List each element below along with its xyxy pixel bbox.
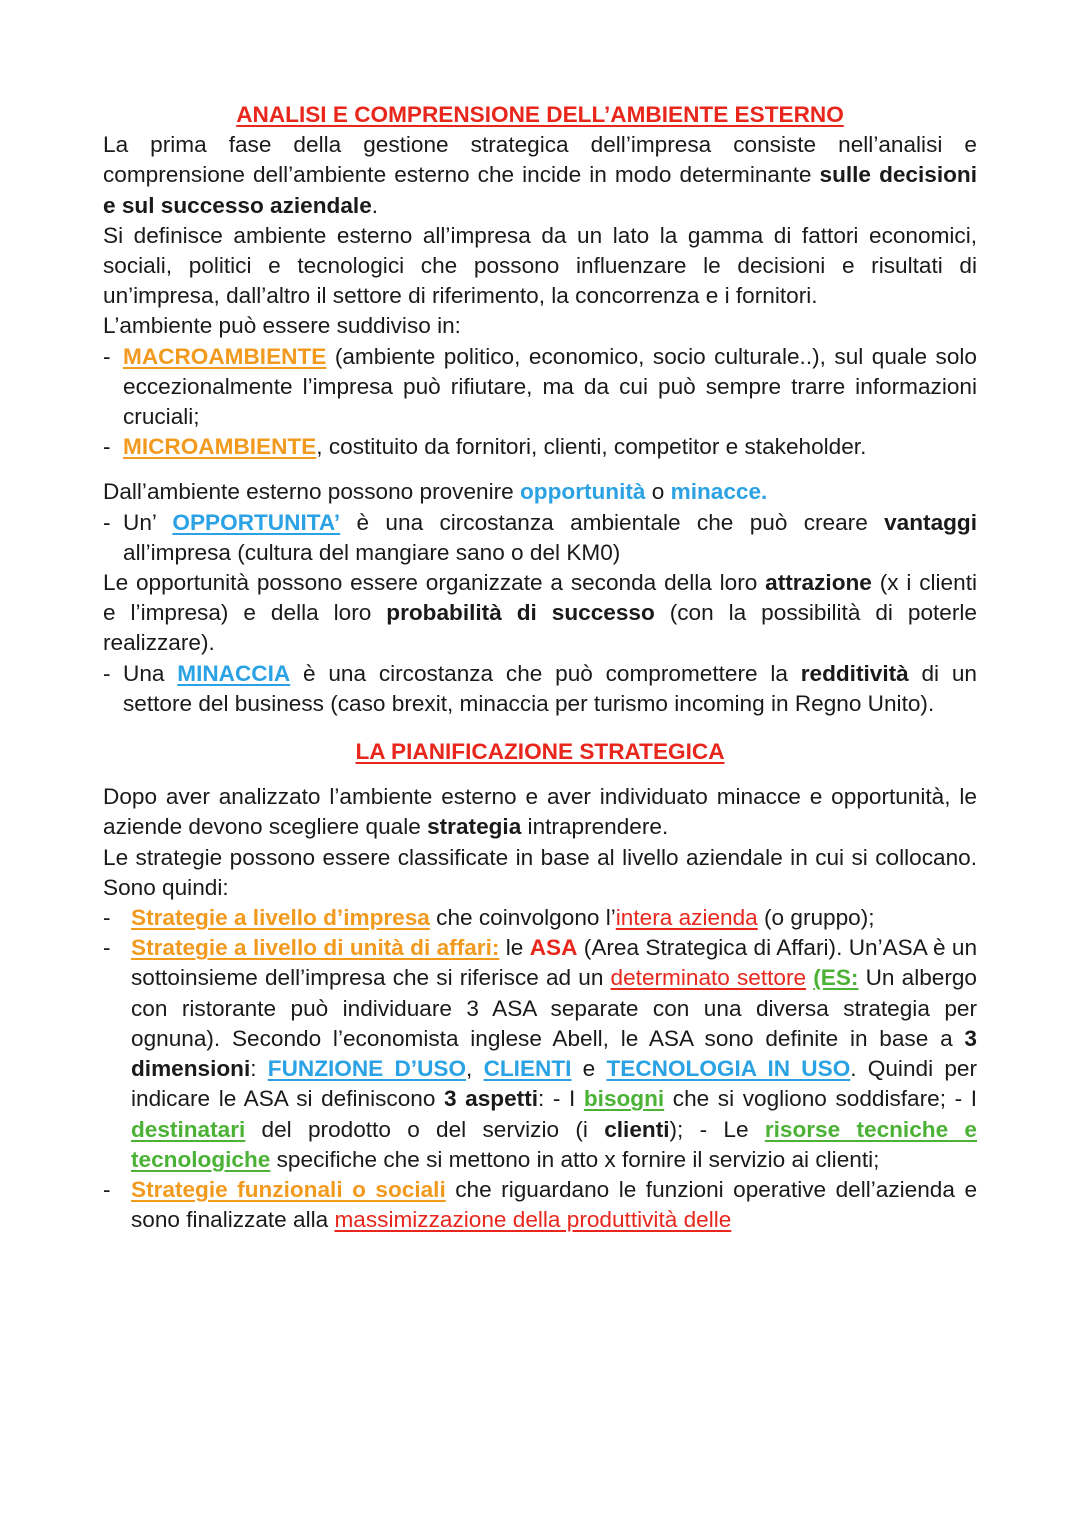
term-strategie-affari: Strategie a livello di unità di affari: [131, 935, 500, 961]
text: , costituito da fornitori, clienti, competitor e stakeholder. [316, 434, 867, 460]
text: , [466, 1056, 484, 1082]
bold-text: vantaggi [884, 509, 978, 535]
highlight-intera-azienda: intera azienda [615, 905, 758, 931]
text: è una circostanza che può compromettere la [290, 660, 801, 686]
text: (con la possibilità di poterle realizzare). [103, 600, 977, 656]
text: (o gruppo); [757, 905, 875, 931]
text: La prima fase della gestione strategica dell’impresa consiste nell’analisi e comprensione dell’ambiente esterno che incide in modo determinante [103, 132, 977, 188]
text: Dopo aver analizzato l’ambiente esterno e aver individuato minacce e opportunità, le aziende devono scegliere quale [103, 784, 977, 840]
text: di un settore del business (caso brexit, minaccia per turismo incoming in Regno Unito). [123, 660, 977, 716]
term-risorse-tecniche: risorse tecniche e tecnologiche [131, 1116, 977, 1172]
label-esempio: (ES: [813, 965, 859, 991]
text: Dall’ambiente esterno possono provenire [103, 479, 520, 505]
text: le [499, 935, 530, 961]
text: . [371, 192, 379, 218]
highlight-determinato-settore: determinato settore [610, 965, 807, 991]
bold-text: redditività [800, 660, 909, 686]
term-minaccia: MINACCIA [177, 660, 291, 686]
paragraph-strategia [103, 782, 977, 842]
bold-text: 3 dimensioni [131, 1025, 977, 1082]
term-minacce: minacce. [670, 479, 768, 505]
text: (x i clienti e l’impresa) e della loro [103, 570, 977, 626]
section-title-ambiente-esterno: ANALISI E COMPRENSIONE DELL’AMBIENTE ESTERNO [236, 102, 844, 127]
term-microambiente: MICROAMBIENTE [123, 434, 317, 460]
paragraph-intro [103, 130, 977, 221]
section-title-pianificazione: LA PIANIFICAZIONE STRATEGICA [355, 739, 725, 765]
list-item-opportunita [103, 508, 977, 568]
spacer [103, 719, 977, 737]
text: Le opportunità possono essere organizzate a seconda della loro [103, 570, 766, 596]
list-minaccia [103, 659, 977, 719]
text: . Quindi per indicare le ASA si definiscono [131, 1056, 977, 1112]
list-item-strategie-impresa [103, 903, 977, 933]
list-item-strategie-funzionali [103, 1175, 977, 1235]
text: all’impresa (cultura del mangiare sano o del KM0) [123, 539, 621, 565]
text: specifiche che si mettono in atto x fornire il servizio ai clienti; [270, 1146, 880, 1172]
term-tecnologia-in-uso: TECNOLOGIA IN USO [606, 1056, 851, 1082]
term-asa: ASA [529, 935, 578, 961]
paragraph-division: L’ambiente può essere suddiviso in: [103, 313, 461, 339]
bold-text: sulle decisioni e sul successo aziendale [103, 162, 977, 218]
term-clienti: CLIENTI [483, 1056, 572, 1082]
list-opportunita [103, 508, 977, 568]
text: Un’ [123, 509, 173, 535]
bold-text: probabilità di successo [386, 600, 655, 626]
highlight-massimizzazione: massimizzazione della produttività delle [334, 1207, 732, 1233]
paragraph-definition: Si definisce ambiente esterno all’impresa da un lato la gamma di fattori economici, sociali, politici e tecnologici che possono influenzare le decisioni e risultati di un’impresa, dall’altro il settore di riferimento, la concorrenza e i fornitori. [103, 222, 977, 309]
bold-text: strategia [427, 814, 522, 840]
spacer [103, 767, 977, 782]
term-bisogni: bisogni [583, 1086, 665, 1112]
text: e [571, 1056, 607, 1082]
paragraph-classificazione: Le strategie possono essere classificate in base al livello aziendale in cui si collocano. Sono quindi: [103, 844, 977, 900]
document-page [103, 100, 977, 1235]
text: ); - Le [669, 1116, 765, 1142]
term-strategie-impresa: Strategie a livello d’impresa [131, 905, 430, 931]
list-strategie [103, 903, 977, 1235]
term-destinatari: destinatari [131, 1116, 246, 1142]
list-item-microambiente [103, 432, 977, 462]
text: Una [123, 660, 178, 686]
list-item-macroambiente [103, 342, 977, 433]
term-funzione-uso: FUNZIONE D’USO [267, 1056, 467, 1082]
bold-text: 3 aspetti [444, 1086, 538, 1112]
list-item-strategie-affari [103, 933, 977, 1175]
text: : - I [538, 1086, 584, 1112]
text: intraprendere. [521, 814, 669, 840]
text: del prodotto o del servizio (i [245, 1116, 605, 1142]
spacer [103, 462, 977, 477]
list-item-minaccia [103, 659, 977, 719]
text: è una circostanza ambientale che può creare [340, 509, 885, 535]
term-opportunita-caps: OPPORTUNITA’ [172, 509, 341, 535]
bold-text: attrazione [765, 570, 872, 596]
text: (ambiente politico, economico, socio culturale..), sul quale solo eccezionalmente l’impresa può rifiutare, ma da cui può sempre trarre informazioni cruciali; [123, 343, 977, 430]
list-ambiente [103, 342, 977, 463]
text: : [250, 1056, 268, 1082]
text: o [645, 479, 671, 505]
term-macroambiente: MACROAMBIENTE [123, 343, 327, 369]
paragraph-organizzazione-opportunita [103, 568, 977, 659]
paragraph-opportunita-minacce [103, 477, 977, 507]
term-strategie-funzionali: Strategie funzionali o sociali [131, 1176, 446, 1202]
text: che riguardano le funzioni operative dell’azienda e sono finalizzate alla [131, 1176, 978, 1233]
term-opportunita: opportunità [519, 479, 646, 505]
text: Un albergo con ristorante può individuare 3 ASA separate con una diversa strategia per ognuna). Secondo l’economista inglese Abell, le ASA sono definite in base a [131, 965, 977, 1051]
bold-text: clienti [604, 1116, 670, 1142]
text: che coinvolgono l’ [429, 905, 616, 931]
text: (Area Strategica di Affari). Un’ASA è un sottoinsieme dell’impresa che si riferisce ad un [131, 935, 978, 991]
text: che si vogliono soddisfare; - I [664, 1086, 977, 1112]
